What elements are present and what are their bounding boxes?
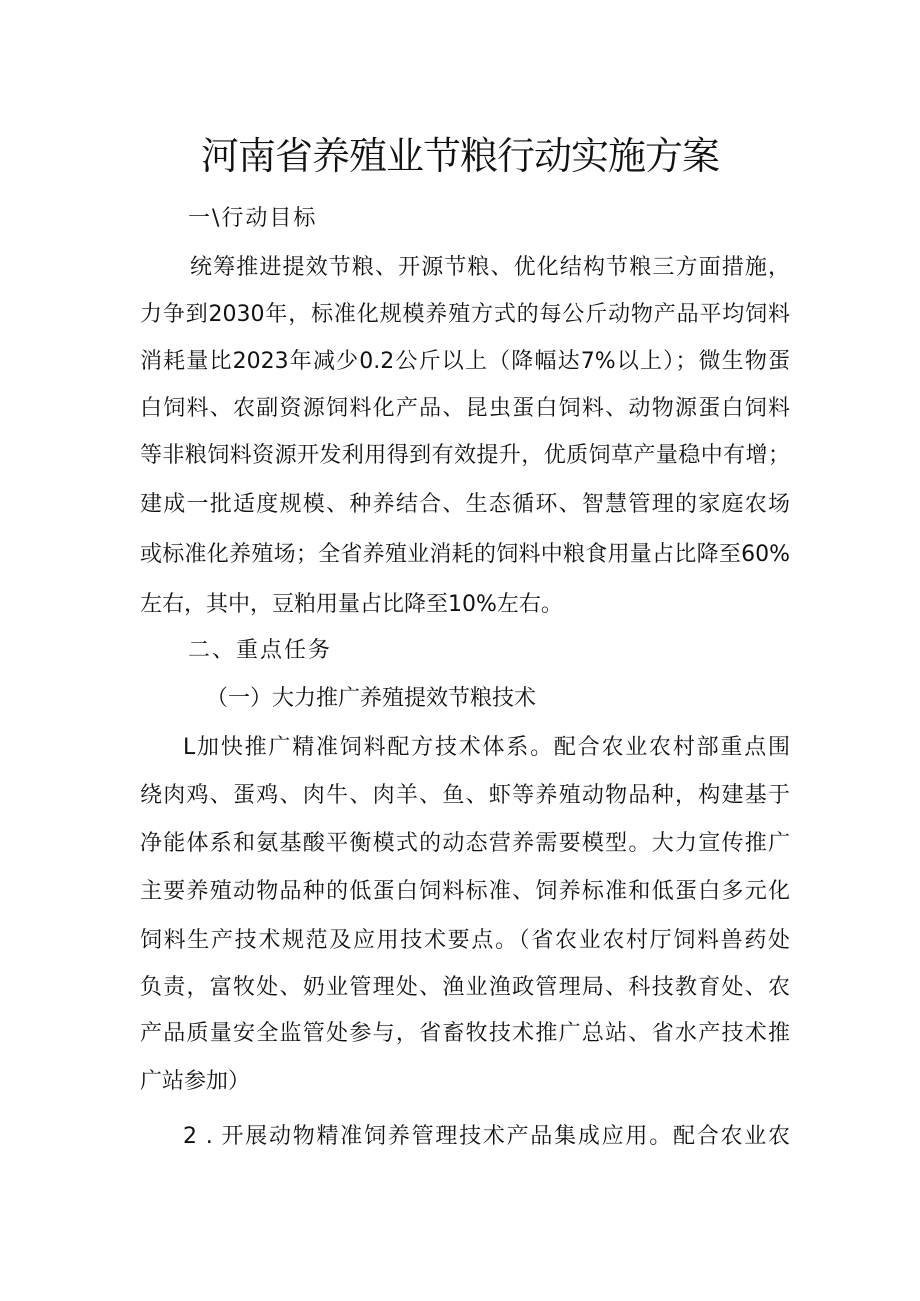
subsection1-heading: （一）大力推广养殖提效节粮技术	[206, 686, 537, 711]
paragraph-line: 主要养殖动物品种的低蛋白饲料标准、饲养标准和低蛋白多元化	[140, 879, 790, 904]
paragraph-line: 左右，其中，豆粕用量占比降至10%左右。	[140, 592, 563, 617]
paragraph-line: 净能体系和氨基酸平衡模式的动态营养需要模型。大力宣传推广	[140, 831, 790, 856]
paragraph-line: 产品质量安全监管处参与，省畜牧技术推广总站、省水产技术推	[140, 1021, 790, 1046]
paragraph-line: 力争到2030年，标准化规模养殖方式的每公斤动物产品平均饲料	[140, 302, 790, 327]
paragraph-line: 或标准化养殖场；全省养殖业消耗的饲料中粮食用量占比降至60%	[140, 542, 790, 567]
section1-heading: 一\行动目标	[188, 206, 318, 231]
paragraph-line: 2 . 开展动物精准饲养管理技术产品集成应用。配合农业农	[183, 1124, 790, 1149]
paragraph-line: 统筹推进提效节粮、开源节粮、优化结构节粮三方面措施，	[190, 255, 790, 280]
paragraph-line: 广站参加）	[140, 1069, 251, 1094]
paragraph-line: 建成一批适度规模、种养结合、生态循环、智慧管理的家庭农场	[140, 492, 790, 517]
paragraph-line: 等非粮饲料资源开发利用得到有效提升，优质饲草产量稳中有增；	[140, 443, 790, 468]
document-title: 河南省养殖业节粮行动实施方案	[200, 134, 719, 178]
paragraph-line: 饲料生产技术规范及应用技术要点。（省农业农村厅饲料兽药处	[140, 928, 790, 953]
paragraph-line: 负责，富牧处、奶业管理处、渔业渔政管理局、科技教育处、农	[140, 975, 790, 1000]
paragraph-line: 消耗量比2023年减少0.2公斤以上（降幅达7%以上）；微生物蛋	[140, 349, 790, 374]
paragraph-line: 绕肉鸡、蛋鸡、肉牛、肉羊、鱼、虾等养殖动物品种，构建基于	[140, 783, 790, 808]
paragraph-line: 白饲料、农副资源饲料化产品、昆虫蛋白饲料、动物源蛋白饲料	[140, 396, 790, 421]
section2-heading: 二、重点任务	[188, 638, 333, 663]
paragraph-line: L加快推广精准饲料配方技术体系。配合农业农村部重点围	[183, 735, 790, 760]
